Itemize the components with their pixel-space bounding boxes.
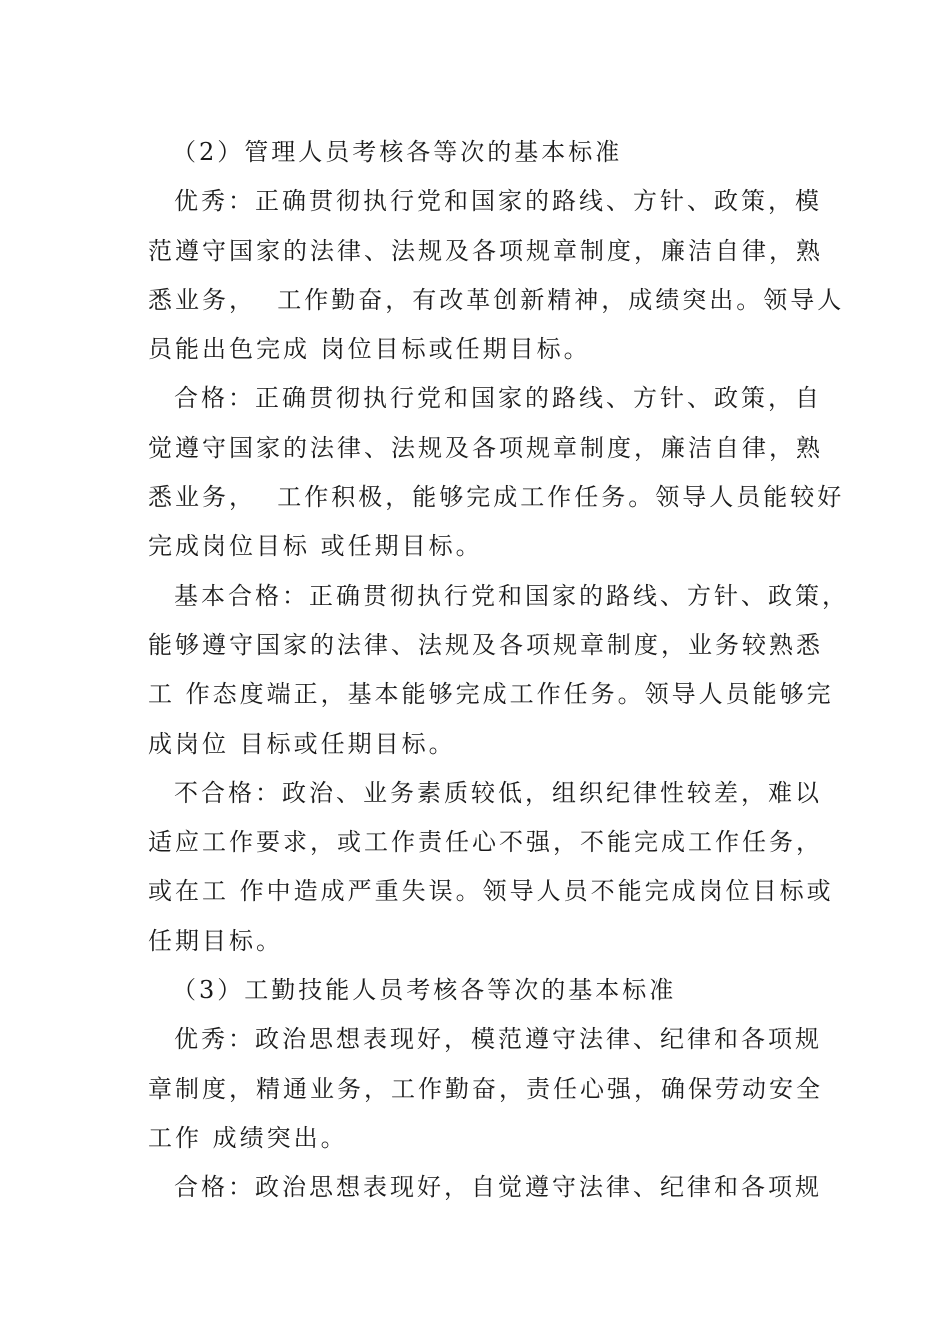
text-line: 章制度，精通业务，工作勤奋，责任心强，确保劳动安全 [148,1074,823,1103]
text-line: 能够遵守国家的法律、法规及各项规章制度，业务较熟悉 [148,630,823,659]
text-line: 工作 成绩突出。 [148,1123,348,1152]
section-heading-management [148,128,808,177]
text-line: 觉遵守国家的法律、法规及各项规章制度，廉洁自律，熟 [148,433,823,462]
text-line: 基本合格：正确贯彻执行党和国家的路线、方针、政策， [174,581,849,610]
document-body [148,128,849,1213]
paragraph-management-basic [148,572,849,769]
text-line: 工 作态度端正，基本能够完成工作任务。领导人员能够完 [148,680,834,709]
text-line: 范遵守国家的法律、法规及各项规章制度，廉洁自律，熟 [148,236,823,265]
text-line: 员能出色完成 岗位目标或任期目标。 [148,335,591,364]
text-line: 不合格：政治、业务素质较低，组织纪律性较差，难以 [174,778,822,807]
text-line: 或在工 作中造成严重失误。领导人员不能完成岗位目标或 [148,877,834,906]
paragraph-technical-qualified [148,1163,822,1212]
text-line: 优秀：正确贯彻执行党和国家的路线、方针、政策，模 [174,187,822,216]
paragraph-management-qualified [148,374,845,571]
text-line: 任期目标。 [148,926,283,955]
paragraph-technical-excellent [148,1015,823,1163]
paragraph-management-unqualified [148,769,834,966]
paragraph-management-excellent [148,177,845,374]
text-line: 悉业务， 工作积极，能够完成工作任务。领导人员能较好 [148,483,845,512]
text-line: 成岗位 目标或任期目标。 [148,729,456,758]
text-line: 完成岗位目标 或任期目标。 [148,532,483,561]
section-heading-technical [148,966,808,1015]
text-line: 适应工作要求，或工作责任心不强，不能完成工作任务， [148,828,823,857]
text-line: 合格：正确贯彻执行党和国家的路线、方针、政策，自 [174,384,822,413]
text-line: 合格：政治思想表现好，自觉遵守法律、纪律和各项规 [174,1173,822,1202]
heading-line: （3）工勤技能人员考核各等次的基本标准 [172,976,677,1005]
text-line: 悉业务， 工作勤奋，有改革创新精神，成绩突出。领导人 [148,285,845,314]
heading-line: （2）管理人员考核各等次的基本标准 [172,138,623,166]
text-line: 优秀：政治思想表现好，模范遵守法律、纪律和各项规 [174,1025,822,1054]
